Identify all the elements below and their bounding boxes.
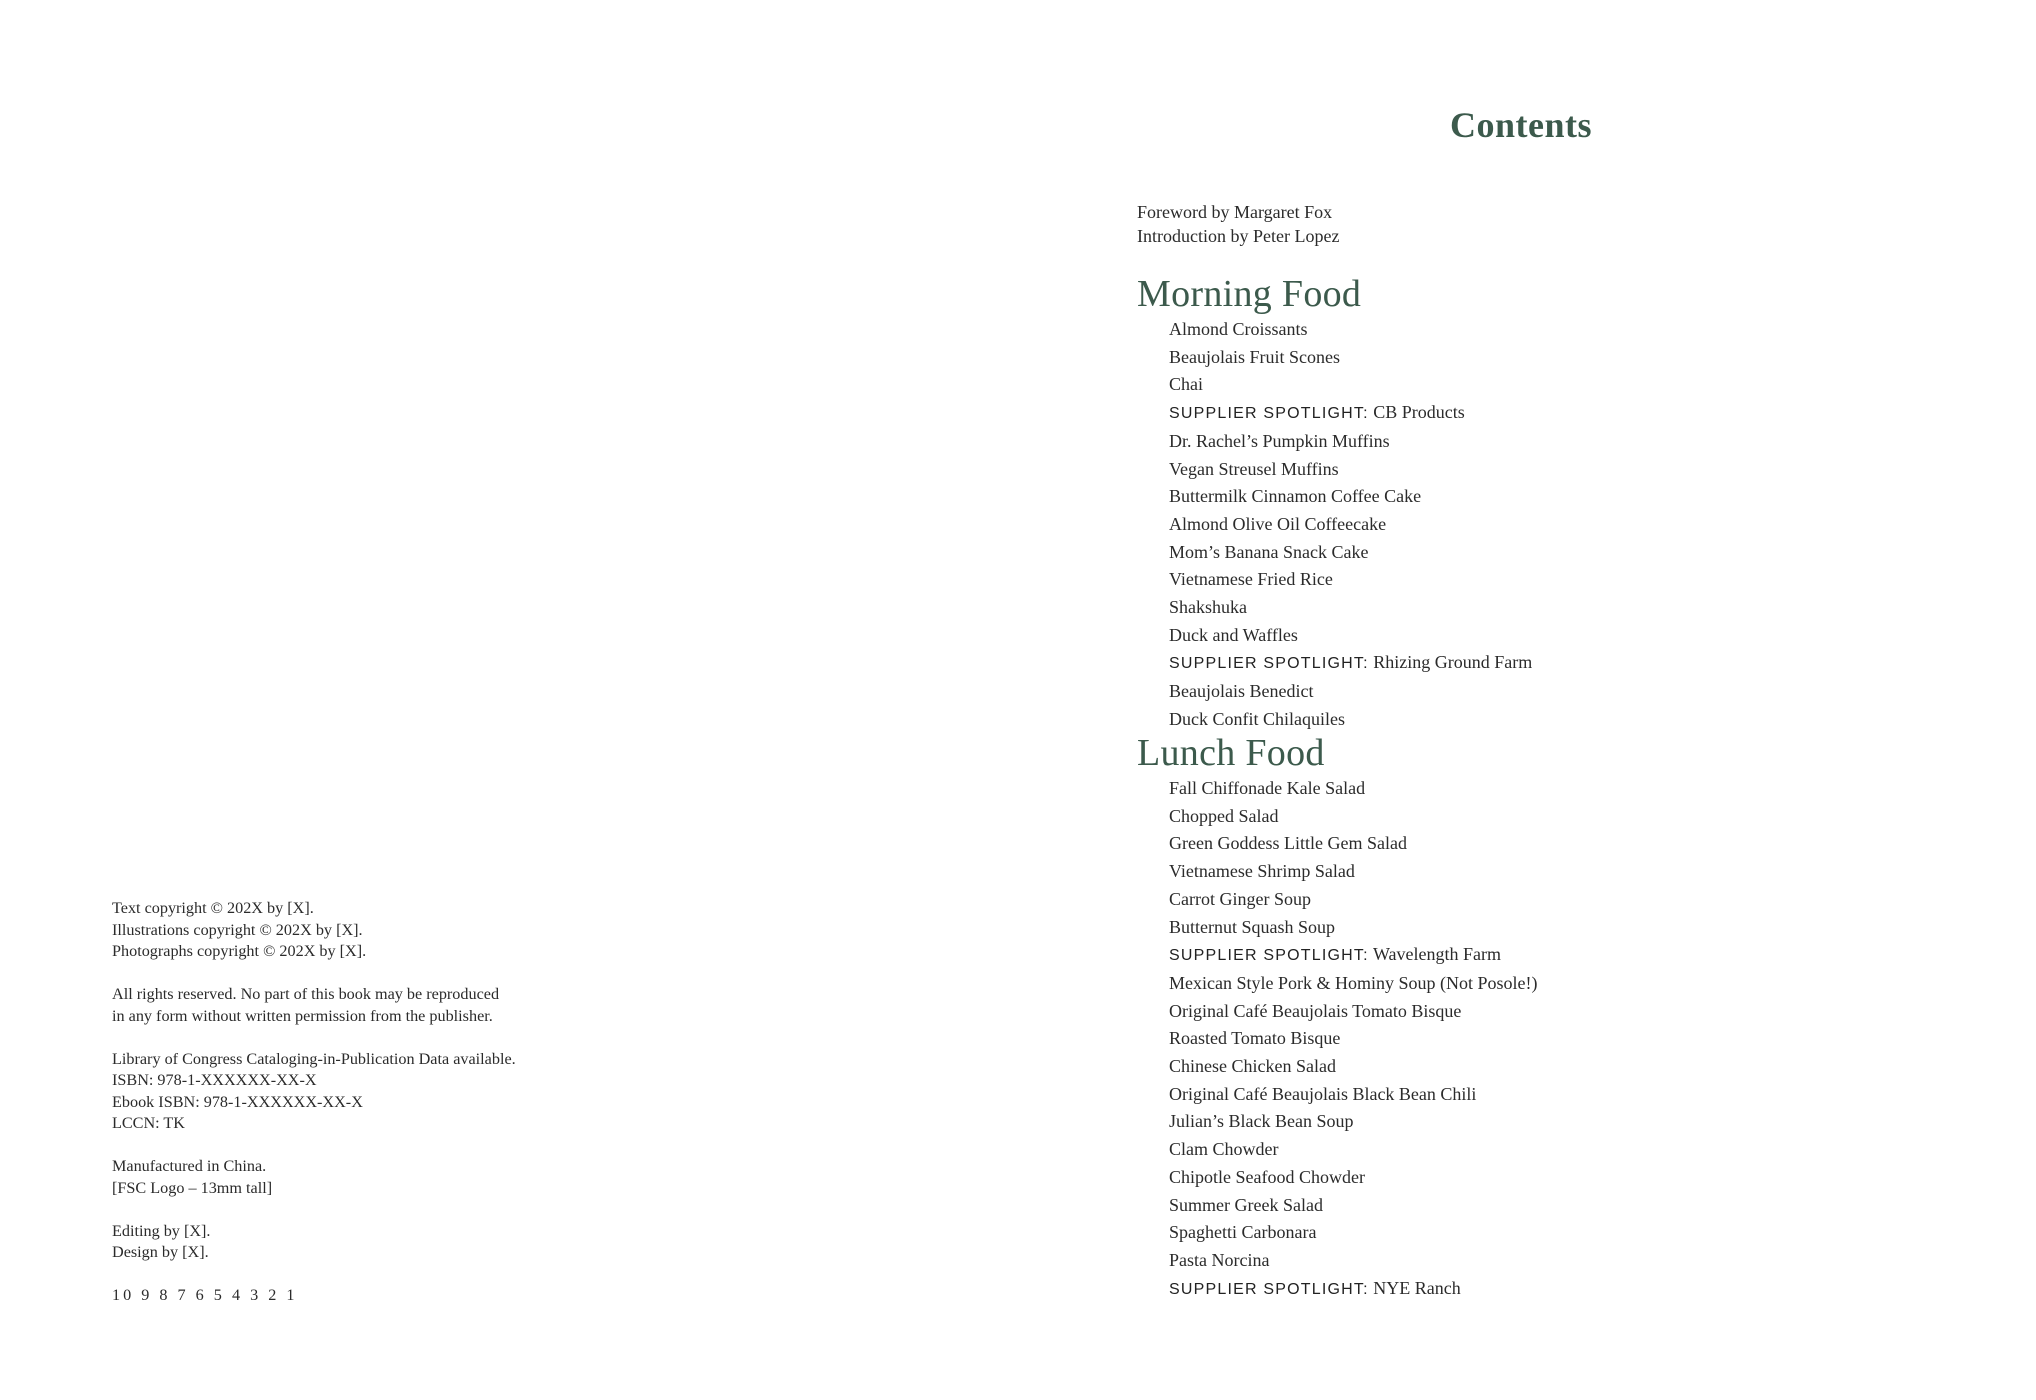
- entry-title: Wavelength Farm: [1372, 944, 1501, 965]
- toc-entry: [1169, 539, 1532, 567]
- toc-entry: [1169, 1025, 1537, 1053]
- spacer: [112, 963, 632, 985]
- toc-entry: [1169, 483, 1532, 511]
- section-lunch-food: [1137, 731, 1537, 1303]
- entry-title: Chinese Chicken Salad: [1169, 1056, 1336, 1077]
- copyright-line: [FSC Logo – 13mm tall]: [112, 1178, 273, 1197]
- entry-title: Vietnamese Shrimp Salad: [1169, 861, 1355, 882]
- toc-entry: [1169, 858, 1537, 886]
- toc-entry: [1169, 428, 1532, 456]
- toc-entry: [1169, 914, 1537, 942]
- section-morning-food: [1137, 272, 1532, 734]
- entry-title: Butternut Squash Soup: [1169, 916, 1336, 937]
- copyright-line: All rights reserved. No part of this book may be reproduced: [112, 985, 500, 1003]
- section-heading: Lunch Food: [1137, 732, 1325, 774]
- toc-entry: [1169, 371, 1532, 399]
- entry-title: Beaujolais Benedict: [1169, 681, 1314, 702]
- toc-entry: [1169, 998, 1537, 1026]
- entry-list: [1137, 775, 1537, 1303]
- toc-entry-supplier-spotlight: [1169, 399, 1532, 428]
- copyright-line: ISBN: 978-1-XXXXXX-XX-X: [112, 1071, 317, 1089]
- entry-title: Rhizing Ground Farm: [1373, 652, 1533, 673]
- toc-entry: [1169, 1136, 1537, 1164]
- toc-entry: [1169, 1192, 1537, 1220]
- toc-entry: [1169, 706, 1532, 734]
- section-heading: Morning Food: [1137, 273, 1362, 315]
- toc-entry: [1169, 456, 1532, 484]
- copyright-line: Design by [X].: [112, 1243, 209, 1261]
- entry-list: [1137, 316, 1532, 734]
- copyright-line: Illustrations copyright © 202X by [X].: [112, 920, 363, 939]
- spotlight-label: SUPPLIER SPOTLIGHT:: [1169, 405, 1369, 423]
- entry-title: CB Products: [1373, 402, 1465, 423]
- toc-entry-introduction: Introduction by Peter Lopez: [1137, 226, 1340, 246]
- entry-title: Pasta Norcina: [1169, 1249, 1270, 1270]
- entry-title: Carrot Ginger Soup: [1169, 888, 1311, 909]
- entry-title: Almond Croissants: [1169, 319, 1308, 339]
- toc-entry: [1169, 970, 1537, 998]
- entry-title: Chipotle Seafood Chowder: [1169, 1166, 1365, 1187]
- entry-title: Mexican Style Pork & Hominy Soup (Not Posole!): [1169, 972, 1538, 993]
- toc-entry: [1169, 1053, 1537, 1081]
- front-matter-list: [1137, 200, 1339, 248]
- entry-title: Beaujolais Fruit Scones: [1169, 346, 1340, 367]
- entry-title: Mom’s Banana Snack Cake: [1169, 541, 1369, 562]
- copyright-line: LCCN: TK: [112, 1114, 186, 1132]
- spotlight-label: SUPPLIER SPOTLIGHT:: [1169, 655, 1369, 673]
- entry-title: Vietnamese Fried Rice: [1169, 569, 1333, 590]
- entry-title: Buttermilk Cinnamon Coffee Cake: [1169, 486, 1422, 507]
- entry-title: Duck Confit Chilaquiles: [1169, 708, 1345, 729]
- toc-entry-foreword: Foreword by Margaret Fox: [1137, 202, 1333, 222]
- entry-title: Julian’s Black Bean Soup: [1169, 1111, 1354, 1132]
- toc-entry: [1169, 1219, 1537, 1247]
- printing-line: 10 9 8 7 6 5 4 3 2 1: [112, 1286, 298, 1304]
- copyright-line: in any form without written permission from the publisher.: [112, 1006, 493, 1025]
- copyright-line: Text copyright © 202X by [X].: [112, 899, 314, 917]
- page-title: Contents: [1450, 105, 1593, 145]
- spotlight-label: SUPPLIER SPOTLIGHT:: [1169, 1280, 1369, 1298]
- toc-entry: [1169, 511, 1532, 539]
- toc-entry: [1169, 344, 1532, 372]
- toc-entry: [1169, 316, 1532, 344]
- entry-title: Original Café Beaujolais Tomato Bisque: [1169, 1000, 1462, 1021]
- toc-entry: [1169, 1108, 1537, 1136]
- entry-title: Fall Chiffonade Kale Salad: [1169, 778, 1366, 798]
- toc-entry-supplier-spotlight: [1169, 1275, 1537, 1304]
- entry-title: Almond Olive Oil Coffeecake: [1169, 513, 1387, 534]
- copyright-line: Library of Congress Cataloging-in-Publication Data available.: [112, 1049, 516, 1068]
- toc-entry: [1169, 1247, 1537, 1275]
- toc-entry: [1169, 1081, 1537, 1109]
- toc-entry: [1169, 594, 1532, 622]
- copyright-line: Manufactured in China.: [112, 1157, 267, 1175]
- toc-entry: [1169, 1164, 1537, 1192]
- entry-title: Duck and Waffles: [1169, 624, 1298, 645]
- copyright-line: Editing by [X].: [112, 1221, 211, 1240]
- entry-title: Chopped Salad: [1169, 805, 1279, 826]
- toc-entry: [1169, 886, 1537, 914]
- entry-title: Dr. Rachel’s Pumpkin Muffins: [1169, 430, 1390, 451]
- toc-entry: [1169, 678, 1532, 706]
- spacer: [112, 1027, 632, 1049]
- entry-title: Summer Greek Salad: [1169, 1194, 1323, 1215]
- toc-entry: [1169, 803, 1537, 831]
- spacer: [112, 1264, 632, 1286]
- toc-entry: [1169, 566, 1532, 594]
- spacer: [112, 1135, 632, 1157]
- entry-title: NYE Ranch: [1373, 1277, 1461, 1298]
- entry-title: Vegan Streusel Muffins: [1169, 458, 1339, 479]
- entry-title: Roasted Tomato Bisque: [1169, 1028, 1341, 1049]
- toc-entry: [1169, 830, 1537, 858]
- entry-title: Spaghetti Carbonara: [1169, 1222, 1317, 1243]
- spotlight-label: SUPPLIER SPOTLIGHT:: [1169, 947, 1369, 965]
- entry-title: Shakshuka: [1169, 597, 1247, 618]
- copyright-block: [112, 898, 632, 1307]
- entry-title: Original Café Beaujolais Black Bean Chili: [1169, 1083, 1477, 1104]
- toc-entry: [1169, 775, 1537, 803]
- entry-title: Clam Chowder: [1169, 1139, 1279, 1160]
- entry-title: Chai: [1169, 374, 1203, 395]
- copyright-line: Photographs copyright © 202X by [X].: [112, 942, 367, 960]
- entry-title: Green Goddess Little Gem Salad: [1169, 833, 1407, 854]
- copyright-line: Ebook ISBN: 978-1-XXXXXX-XX-X: [112, 1092, 363, 1111]
- toc-entry-supplier-spotlight: [1169, 649, 1532, 678]
- toc-entry-supplier-spotlight: [1169, 941, 1537, 970]
- toc-entry: [1169, 622, 1532, 650]
- spacer: [112, 1199, 632, 1221]
